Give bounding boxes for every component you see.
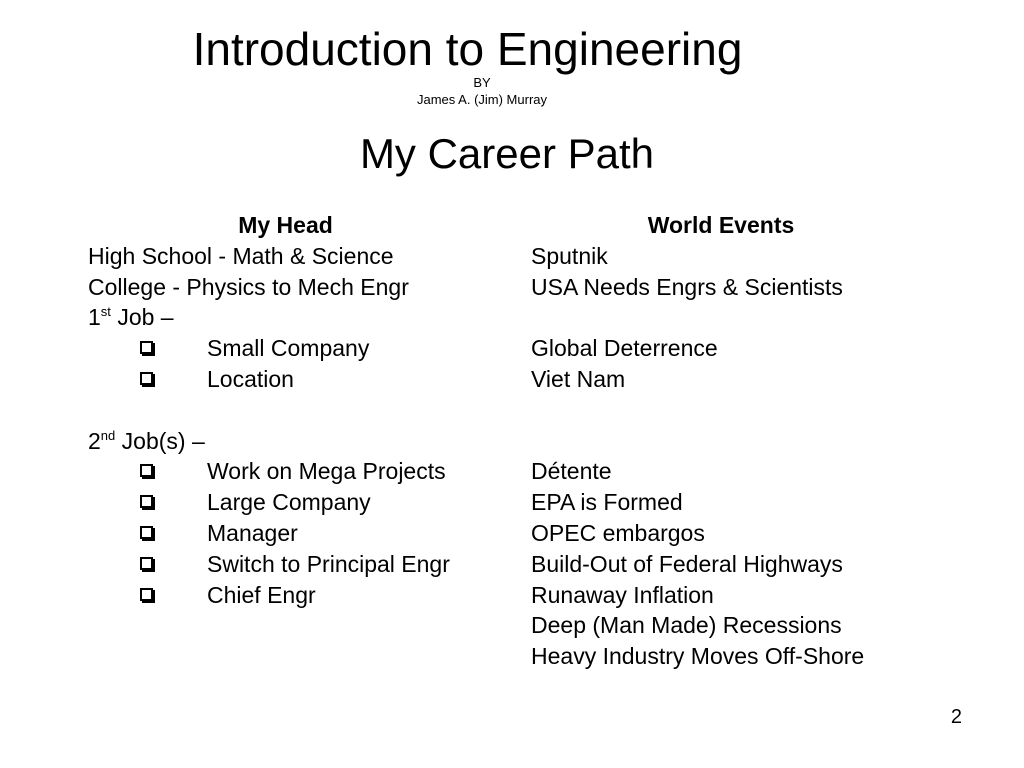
first-job-heading [88, 302, 518, 333]
world-event-item: Deep (Man Made) Recessions [531, 612, 842, 639]
list-item [88, 487, 518, 518]
list-item-label: Switch to Principal Engr [207, 550, 450, 577]
my-head-column [88, 210, 518, 610]
list-item [88, 456, 518, 487]
world-event-item: Global Deterrence [531, 335, 718, 362]
first-job-label: Job – [117, 304, 174, 331]
second-job-ordinal: nd [100, 427, 116, 443]
left-line-high-school: High School - Math & Science [88, 242, 394, 269]
world-event-item: Heavy Industry Moves Off-Shore [531, 643, 865, 670]
world-event-item: Détente [531, 458, 612, 485]
spacer-row [531, 426, 951, 457]
checkbox-bullet-icon [140, 588, 153, 601]
list-item [88, 549, 518, 580]
world-event-item: USA Needs Engrs & Scientists [531, 273, 843, 300]
checkbox-bullet-icon [140, 526, 153, 539]
list-item-label: Large Company [207, 489, 371, 516]
checkbox-bullet-icon [140, 557, 153, 570]
page-number: 2 [950, 706, 962, 728]
author-name: James A. (Jim) Murray [416, 92, 547, 107]
world-event-item: Runaway Inflation [531, 581, 714, 608]
world-event-item: Sputnik [531, 242, 608, 269]
list-item [88, 518, 518, 549]
list-item-label: Small Company [207, 335, 370, 362]
first-job-ordinal: st [100, 304, 111, 320]
first-job-number: 1 [88, 304, 101, 331]
slide-subtitle: My Career Path [359, 130, 655, 177]
my-head-heading: My Head [238, 212, 333, 238]
second-job-number: 2 [88, 427, 101, 454]
second-job-heading [88, 426, 518, 457]
list-item-label: Location [207, 365, 294, 392]
spacer-row [531, 302, 951, 333]
world-event-item: EPA is Formed [531, 489, 683, 516]
second-job-label: Job(s) – [121, 427, 205, 454]
spacer-row [531, 395, 951, 426]
list-item-label: Chief Engr [207, 581, 316, 608]
spacer-row [88, 395, 518, 426]
list-item-label: Work on Mega Projects [207, 458, 446, 485]
slide-title: Introduction to Engineering [192, 23, 743, 75]
list-item-label: Manager [207, 519, 298, 546]
checkbox-bullet-icon [140, 464, 153, 477]
world-events-heading: World Events [647, 212, 795, 238]
checkbox-bullet-icon [140, 495, 153, 508]
list-item [88, 580, 518, 611]
left-line-college: College - Physics to Mech Engr [88, 273, 409, 300]
world-event-item: OPEC embargos [531, 519, 705, 546]
world-event-item: Viet Nam [531, 365, 626, 392]
list-item [88, 364, 518, 395]
checkbox-bullet-icon [140, 372, 153, 385]
world-events-column [531, 210, 951, 672]
list-item [88, 333, 518, 364]
byline-label: BY [473, 75, 491, 90]
world-event-item: Build-Out of Federal Highways [531, 550, 843, 577]
checkbox-bullet-icon [140, 341, 153, 354]
